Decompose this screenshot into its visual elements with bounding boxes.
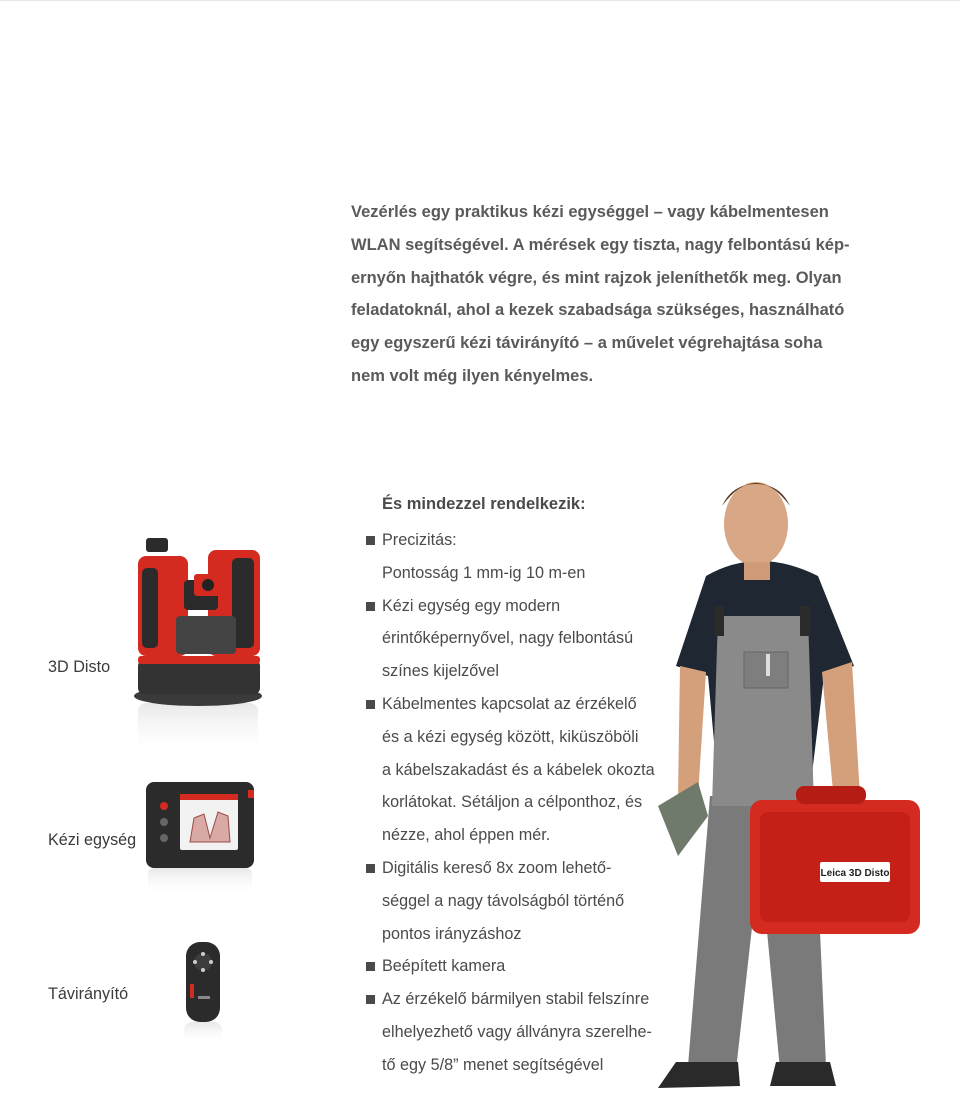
feature-item-camera [366, 950, 666, 983]
feature-line: Kézi egység egy modern [382, 596, 561, 615]
square-bullet-icon [366, 602, 375, 611]
square-bullet-icon [366, 864, 375, 873]
feature-item-wireless [366, 688, 666, 852]
disto-device-image [128, 528, 268, 768]
feature-item-mounting [366, 983, 666, 1081]
features-title: És mindezzel rendelkezik: [382, 495, 586, 513]
feature-line: Digitális kereső 8x zoom lehető- [382, 858, 612, 877]
feature-line: korlátokat. Sétáljon a célponthoz, és [382, 793, 643, 812]
square-bullet-icon [366, 700, 375, 709]
top-rule [0, 0, 960, 1]
feature-line: Kábelmentes kapcsolat az érzékelő [382, 694, 637, 713]
feature-line: tő egy 5/8” menet segítségével [382, 1055, 604, 1074]
feature-line: Az érzékelő bármilyen stabil felszínre [382, 990, 650, 1009]
feature-item-handheld [366, 590, 666, 688]
feature-line: Beépített kamera [382, 957, 506, 976]
feature-line: pontos irányzáshoz [382, 924, 522, 943]
intro-line: feladatoknál, ahol a kezek szabadsága szükséges, használható [351, 301, 845, 320]
intro-line: egy egyszerű kézi távirányító – a művelet végrehajtása soha [351, 334, 823, 353]
feature-line: Precizitás: [382, 531, 457, 549]
feature-line: nézze, ahol éppen mér. [382, 826, 551, 845]
intro-paragraph [351, 196, 851, 393]
intro-line: Vezérlés egy praktikus kézi egységgel – vagy kábelmentesen [351, 203, 829, 221]
feature-line: Pontosság 1 mm-ig 10 m-en [382, 563, 586, 582]
features-list [366, 524, 666, 1082]
remote-device-image [180, 936, 226, 1046]
worker-photo [648, 466, 930, 1096]
case-label-text: Leica 3D Disto [820, 868, 890, 879]
square-bullet-icon [366, 536, 375, 545]
feature-line: séggel a nagy távolságból történő [382, 891, 625, 910]
feature-line: érintőképernyővel, nagy felbontású [382, 629, 634, 648]
square-bullet-icon [366, 962, 375, 971]
intro-line: nem volt még ilyen kényelmes. [351, 366, 594, 385]
feature-line: elhelyezhető vagy állványra szerelhe- [382, 1022, 652, 1041]
intro-line: WLAN segítségével. A mérések egy tiszta, nagy felbontású kép- [351, 235, 850, 254]
intro-line: ernyőn hajthatók végre, és mint rajzok jeleníthetők meg. Olyan [351, 268, 842, 287]
feature-line: színes kijelzővel [382, 662, 499, 681]
feature-item-zoom [366, 852, 666, 950]
square-bullet-icon [366, 995, 375, 1004]
label-remote: Távirányító [48, 985, 129, 1003]
label-handheld: Kézi egység [48, 831, 137, 849]
feature-line: a kábelszakadást és a kábelek okozta [382, 760, 655, 779]
feature-line: és a kézi egység között, kiküszöböli [382, 727, 639, 746]
handheld-device-image [144, 778, 256, 898]
feature-item-precision [366, 524, 666, 590]
label-3d-disto: 3D Disto [48, 658, 111, 676]
